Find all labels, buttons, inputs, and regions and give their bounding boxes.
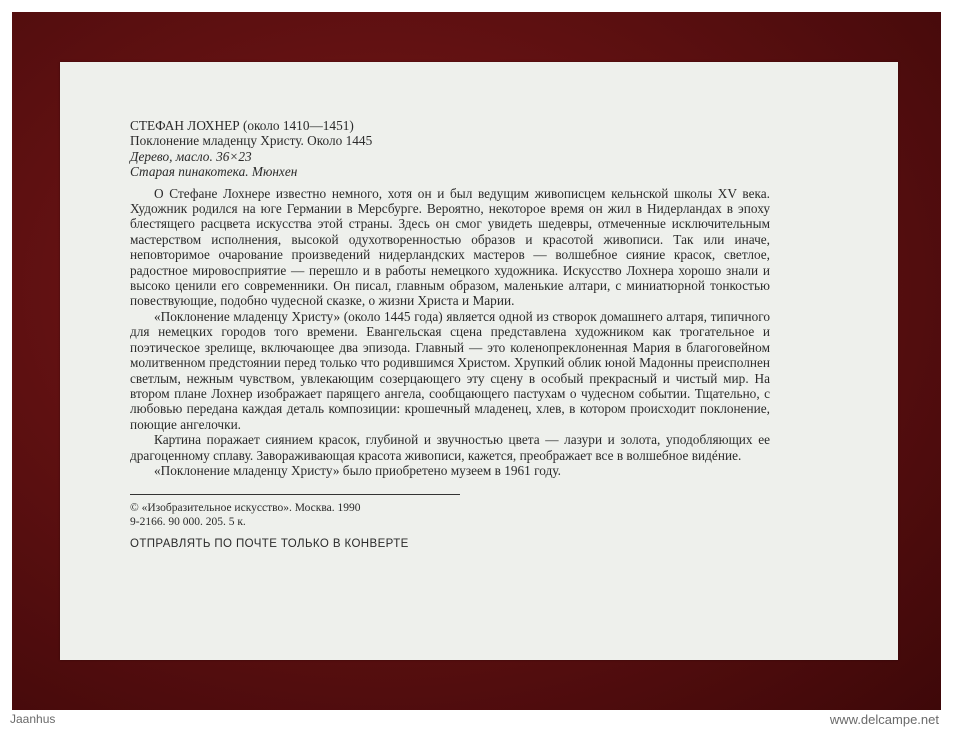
paragraph: «Поклонение младенцу Христу» (около 1445 года) является одной из створок домашнего алтаря, типичного для немецких городов того времени. Евангельская сцена представлена художником как трогательное и поэтическое зрелище, включающее два эпизода. Главный — это коленопреклоненная Мария в благоговейном молитвенном предстоянии перед только что родившимся Христом. Хрупкий облик юной Мадонны преисполнен светлым, нежным чувством, увлекающим созерцающего эту сцену в особый прекрасный и чистый мир. На втором плане Лохнер изображает парящего ангела, сообщающего пастухам о чудесном событии. Тщательно, с любовью передана каждая деталь композиции: крошечный младенец, хлев, в котором происходит поклонение, поющие ангелочки. <box>130 308 770 432</box>
artist-line: СТЕФАН ЛОХНЕР (около 1410—1451) <box>130 118 354 133</box>
paragraph: Картина поражает сиянием красок, глубиной и звучностью цвета — лазури и золота, уподобляющих ее драгоценному сплаву. Завораживающая красота живописи, кажется, преображает все в волшебное видéние. <box>130 432 770 463</box>
medium-line: Дерево, масло. 36×23 <box>130 148 252 164</box>
postcard <box>60 62 898 660</box>
location-line: Старая пинакотека. Мюнхен <box>130 164 298 180</box>
watermark-left: Jaanhus <box>10 712 56 726</box>
description <box>130 186 770 479</box>
imprint-code: 9-2166. 90 000. 205. 5 к. <box>130 516 246 529</box>
postcard-text <box>130 118 770 564</box>
painting-title: Поклонение младенцу Христу. Около 1445 <box>130 133 373 149</box>
mailing-instruction: ОТПРАВЛЯТЬ ПО ПОЧТЕ ТОЛЬКО В КОНВЕРТЕ <box>130 538 409 551</box>
divider <box>130 494 460 495</box>
watermark-right: www.delcampe.net <box>829 712 939 727</box>
copyright-line: © «Изобразительное искусство». Москва. 1990 <box>130 502 361 515</box>
paragraph: О Стефане Лохнере известно немного, хотя он и был ведущим живописцем кельнской школы XV века. Художник родился на юге Германии в Мерсбурге. Вероятно, некоторое время он жил в Нидерландах в эпоху блестящего расцвета искусства этой страны. Здесь он смог увидеть шедевры, отмеченные исключительным мастерством исполнения, высокой одухотворенностью образов и красотой живописи. Так или иначе, неповторимое очарование произведений нидерландских мастеров — волшебное сияние красок, светлое, радостное мировосприятие — перешло и в работы немецкого художника. Искусство Лохнера хорошо знали и высоко ценили его современники. Он писал, главным образом, маленькие алтари, с миниатюрной тонкостью повествующие, подобно чудесной сказке, о жизни Христа и Марии. <box>130 185 770 309</box>
background-frame <box>12 12 941 710</box>
paragraph: «Поклонение младенцу Христу» было приобретено музеем в 1961 году. <box>154 462 561 478</box>
